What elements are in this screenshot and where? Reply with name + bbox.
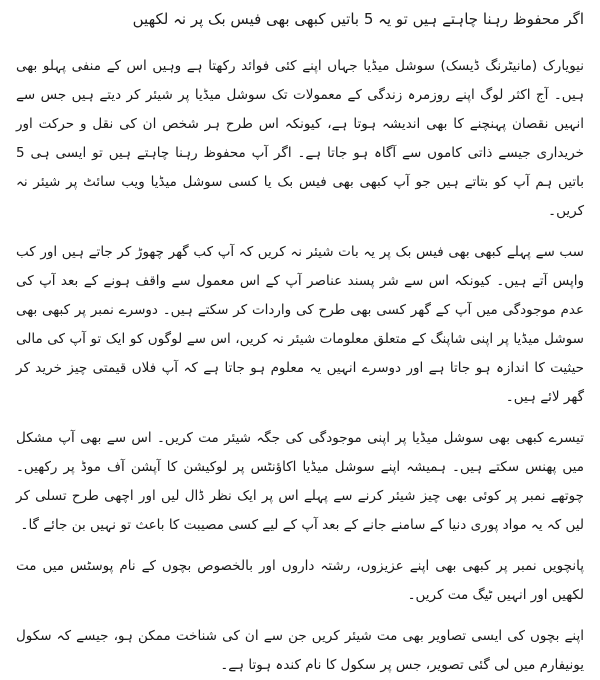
article-paragraph-1: نیویارک (مانیٹرنگ ڈیسک) سوشل میڈیا جہاں اپنے کئی فوائد رکھتا ہے وہیں اس کے منفی پہلو بھی ہیں۔ آج اکثر لوگ اپنے روزمرہ زندگی کے معمولات تک سوشل میڈیا پر شیئر کر دیتے ہیں جس سے انہیں نقصان پہنچنے کا بھی اندیشہ ہوتا ہے، کیونکہ اس طرح ہر شخص ان کی نقل و حرکت اور خریداری جیسے ذاتی کاموں سے آگاہ ہو جاتا ہے۔ اگر آپ محفوظ رہنا چاہتے ہیں تو ایسی ہی 5 باتیں ہم آپ کو بتاتے ہیں جو آپ کبھی بھی فیس بک یا کسی سوشل میڈیا ویب سائٹ پر شیئر نہ کریں۔	[16, 58, 584, 219]
article-paragraph-5: اپنے بچوں کی ایسی تصاویر بھی مت شیئر کریں جن سے ان کی شناخت ممکن ہو، جیسے کہ سکول یونیفارم میں لی گئی تصویر، جس پر سکول کا نام کندہ ہوتا ہے۔	[16, 628, 584, 673]
article-headline: اگر محفوظ رہنا چاہتے ہیں تو یہ 5 باتیں کبھی بھی فیس بک پر نہ لکھیں	[132, 10, 584, 28]
article-paragraph-3: تیسرے کبھی بھی سوشل میڈیا پر اپنی موجودگی کی جگہ شیئر مت کریں۔ اس سے بھی آپ مشکل میں پھنس سکتے ہیں۔ ہمیشہ اپنے سوشل میڈیا اکاؤنٹس پر لوکیشن کا آپشن آف موڈ پر رکھیں۔ چوتھے نمبر پر کوئی بھی چیز شیئر کرنے سے پہلے اس پر ایک نظر ڈال لیں اور اچھی طرح تسلی کر لیں کہ یہ مواد پوری دنیا کے سامنے جانے کے بعد آپ کے لیے کسی مصیبت کا باعث تو نہیں بن جائے گا۔	[16, 430, 584, 533]
article-paragraph-2: سب سے پہلے کبھی بھی فیس بک پر یہ بات شیئر نہ کریں کہ آپ کب گھر چھوڑ کر جاتے ہیں اور کب واپس آتے ہیں۔ کیونکہ اس سے شر پسند عناصر آپ کے اس معمول سے واقف ہونے کے بعد آپ کی عدم موجودگی میں آپ کے گھر کسی بھی طرح کی واردات کر سکتے ہیں۔ دوسرے نمبر پر کبھی بھی سوشل میڈیا پر اپنی شاپنگ کے متعلق معلومات شیئر نہ کریں، اس سے لوگوں کو ایک تو آپ کی مالی حیثیت کا اندازہ ہو جاتا ہے اور دوسرے انہیں یہ معلوم ہو جاتا ہے کہ آپ فلاں قیمتی چیز خرید کر گھر لائے ہیں۔	[16, 244, 584, 405]
article-paragraph-4: پانچویں نمبر پر کبھی بھی اپنے عزیزوں، رشتہ داروں اور بالخصوص بچوں کے نام پوسٹس میں مت لکھیں اور انہیں ٹیگ مت کریں۔	[16, 558, 584, 603]
